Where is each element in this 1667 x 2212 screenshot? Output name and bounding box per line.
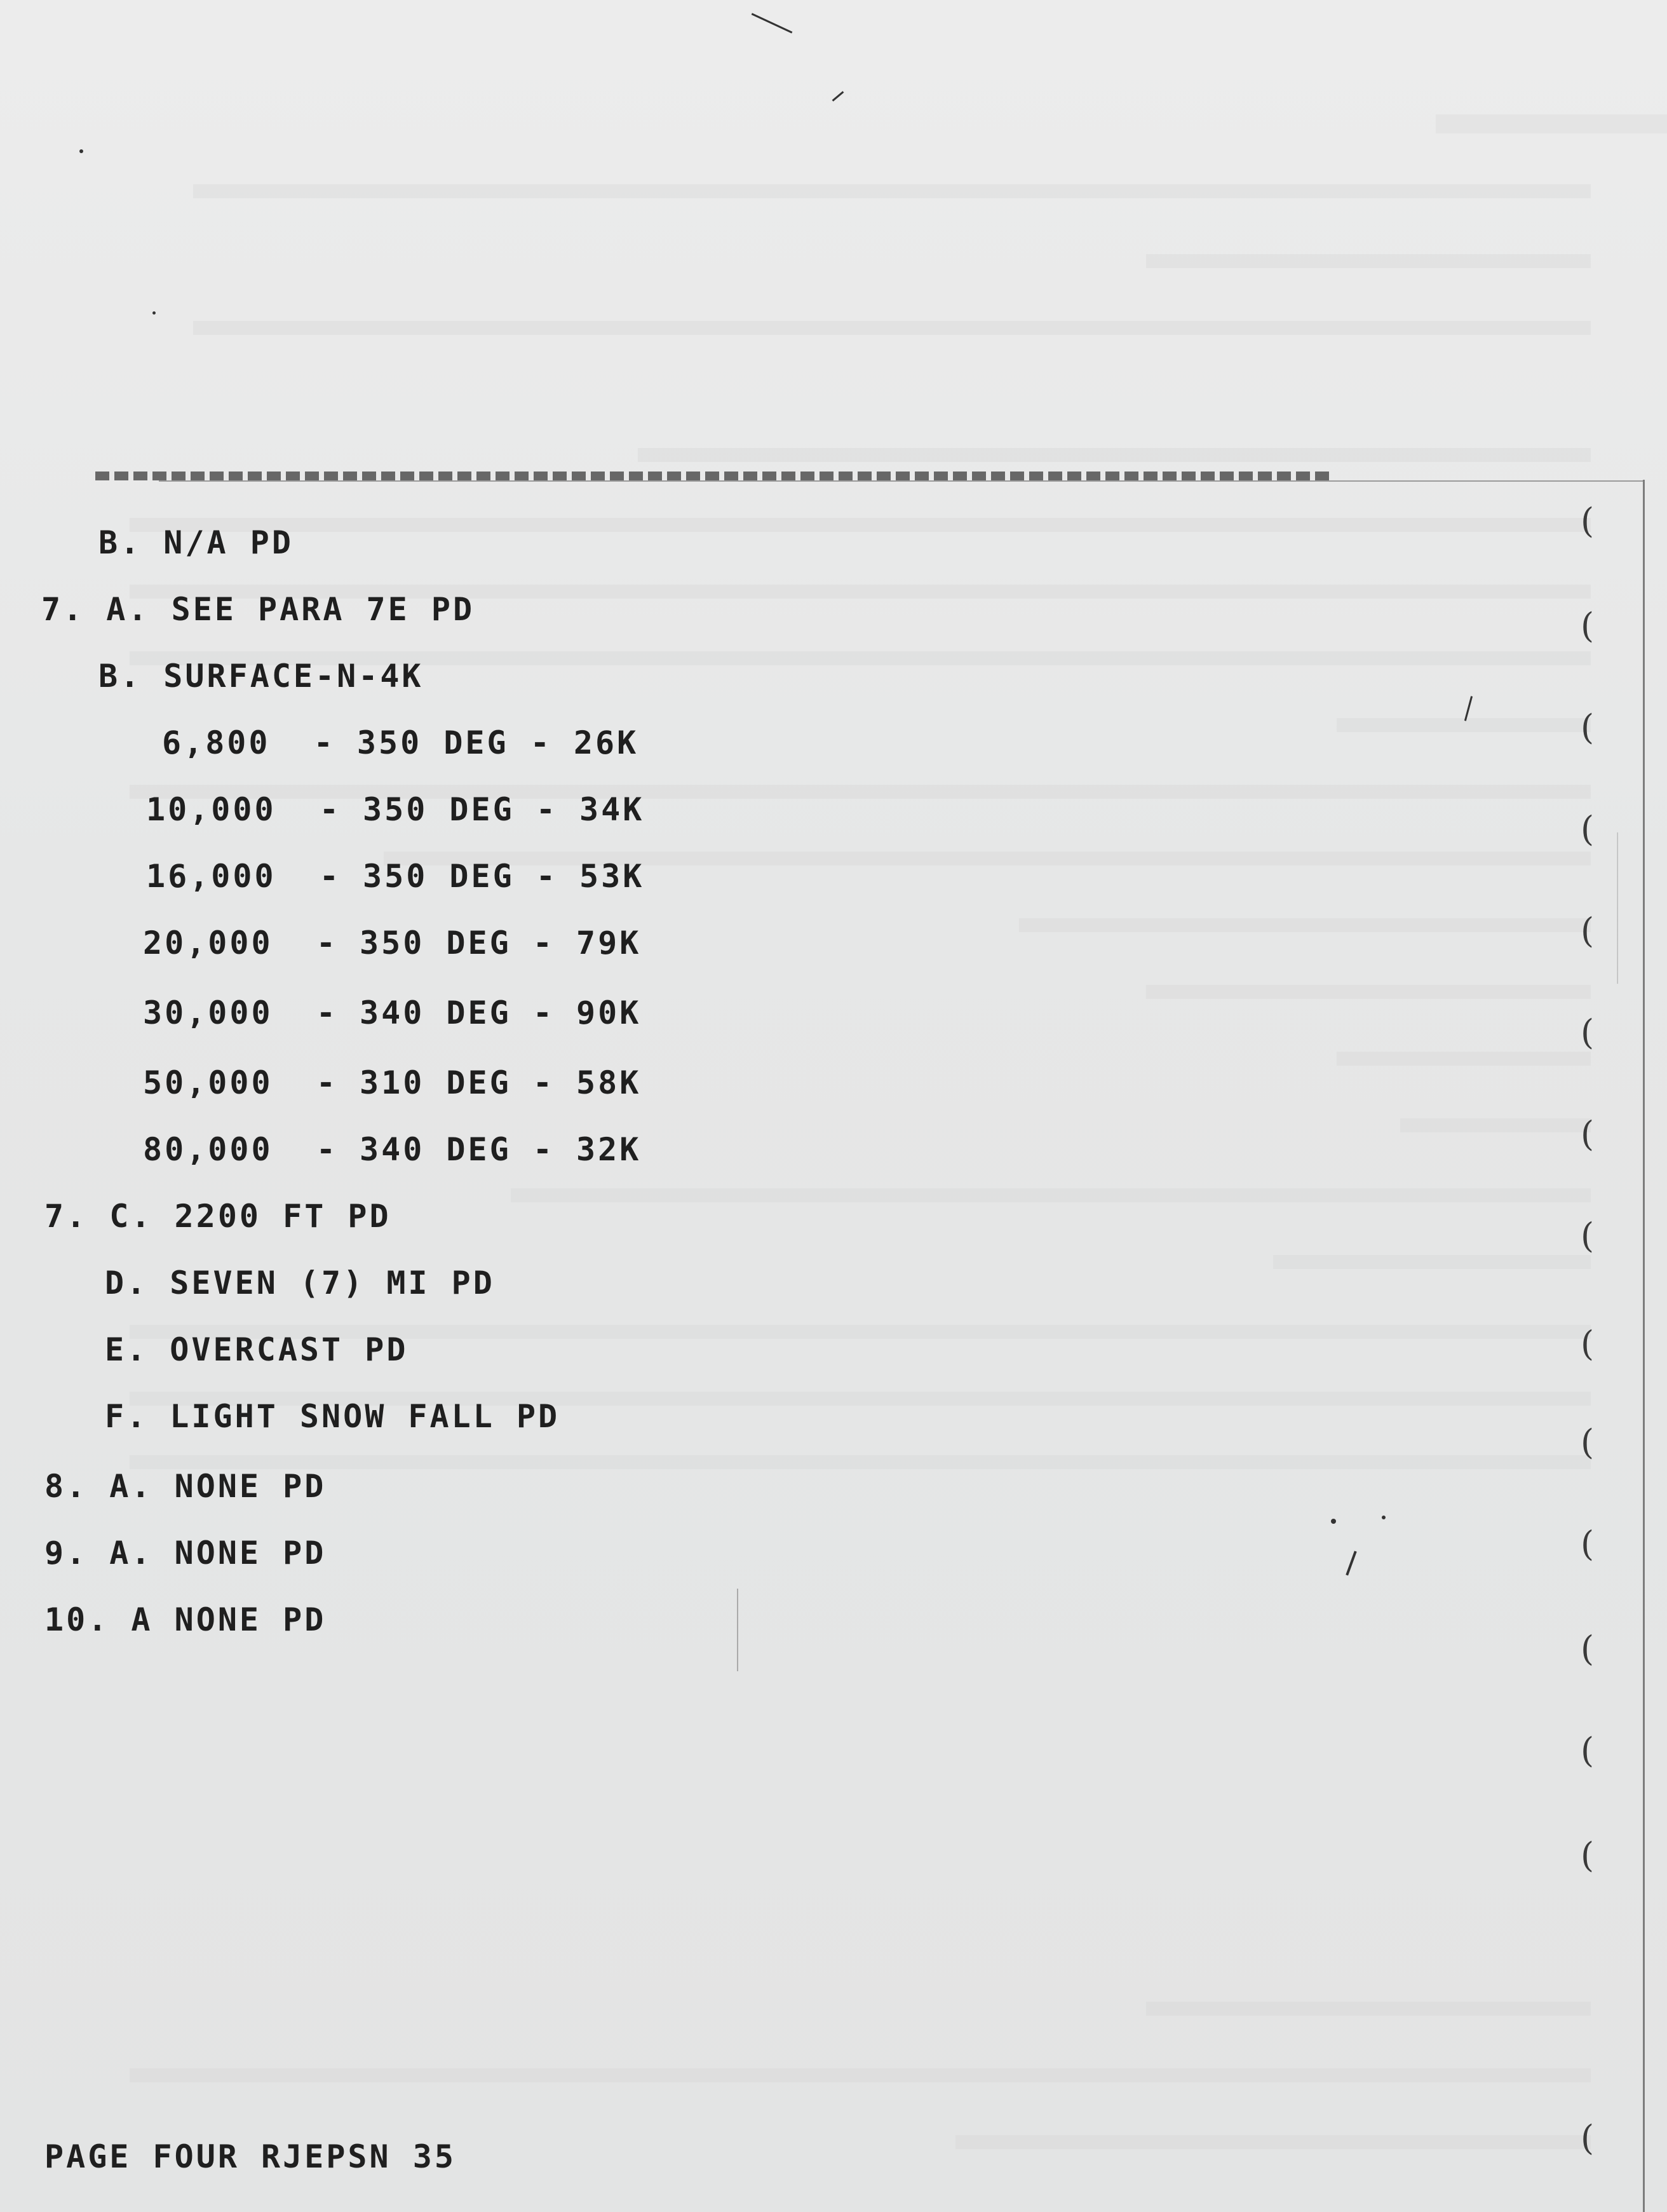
margin-hole: (	[1581, 501, 1595, 541]
text-line: 7. A. SEE PARA 7E PD	[41, 591, 475, 628]
text-line: 9. A. NONE PD	[44, 1535, 327, 1571]
margin-hole: (	[1581, 1524, 1595, 1564]
text-line: 7. C. 2200 FT PD	[44, 1198, 391, 1235]
stray-mark	[1346, 1551, 1356, 1576]
margin-hole: (	[1581, 911, 1595, 951]
margin-hole: (	[1581, 809, 1595, 849]
text-line: E. OVERCAST PD	[105, 1331, 408, 1368]
text-line: 50,000 - 310 DEG - 58K	[143, 1064, 642, 1101]
text-line: 16,000 - 350 DEG - 53K	[146, 858, 645, 895]
form-side-print: ────────────────────────	[1613, 832, 1623, 984]
text-line: 6,800 - 350 DEG - 26K	[162, 724, 639, 761]
margin-hole: (	[1581, 1629, 1595, 1669]
page-footer: PAGE FOUR RJEPSN 35	[44, 2138, 456, 2175]
text-line: B. SURFACE-N-4K	[98, 658, 424, 695]
margin-hole: (	[1581, 1730, 1595, 1770]
margin-hole: (	[1581, 1324, 1595, 1364]
tractor-feed-edge	[1643, 480, 1645, 2212]
stray-mark	[1464, 696, 1473, 721]
margin-hole: (	[1581, 1114, 1595, 1154]
margin-hole: (	[1581, 1422, 1595, 1462]
torn-header-strip	[95, 472, 1334, 480]
text-line: D. SEVEN (7) MI PD	[105, 1265, 495, 1301]
text-line: 80,000 - 340 DEG - 32K	[143, 1131, 642, 1168]
stray-mark	[1382, 1516, 1386, 1519]
stray-mark	[79, 149, 83, 153]
margin-hole: (	[1581, 606, 1595, 646]
margin-hole: (	[1581, 2118, 1595, 2158]
text-line: 20,000 - 350 DEG - 79K	[143, 925, 642, 961]
text-line: 10. A NONE PD	[44, 1601, 327, 1638]
stray-mark	[832, 91, 844, 101]
text-line: F. LIGHT SNOW FALL PD	[105, 1398, 560, 1435]
stray-mark	[737, 1589, 738, 1671]
margin-hole: (	[1581, 707, 1595, 747]
margin-hole: (	[1581, 1216, 1595, 1256]
stray-mark	[1331, 1519, 1336, 1524]
stray-mark	[152, 311, 156, 315]
text-line: 30,000 - 340 DEG - 90K	[143, 994, 642, 1031]
text-line: B. N/A PD	[98, 524, 294, 561]
stray-mark	[752, 13, 793, 33]
form-top-rule	[159, 480, 1644, 482]
margin-hole: (	[1581, 1012, 1595, 1052]
text-line: 10,000 - 350 DEG - 34K	[146, 791, 645, 828]
text-line: 8. A. NONE PD	[44, 1468, 327, 1505]
margin-hole: (	[1581, 1835, 1595, 1875]
